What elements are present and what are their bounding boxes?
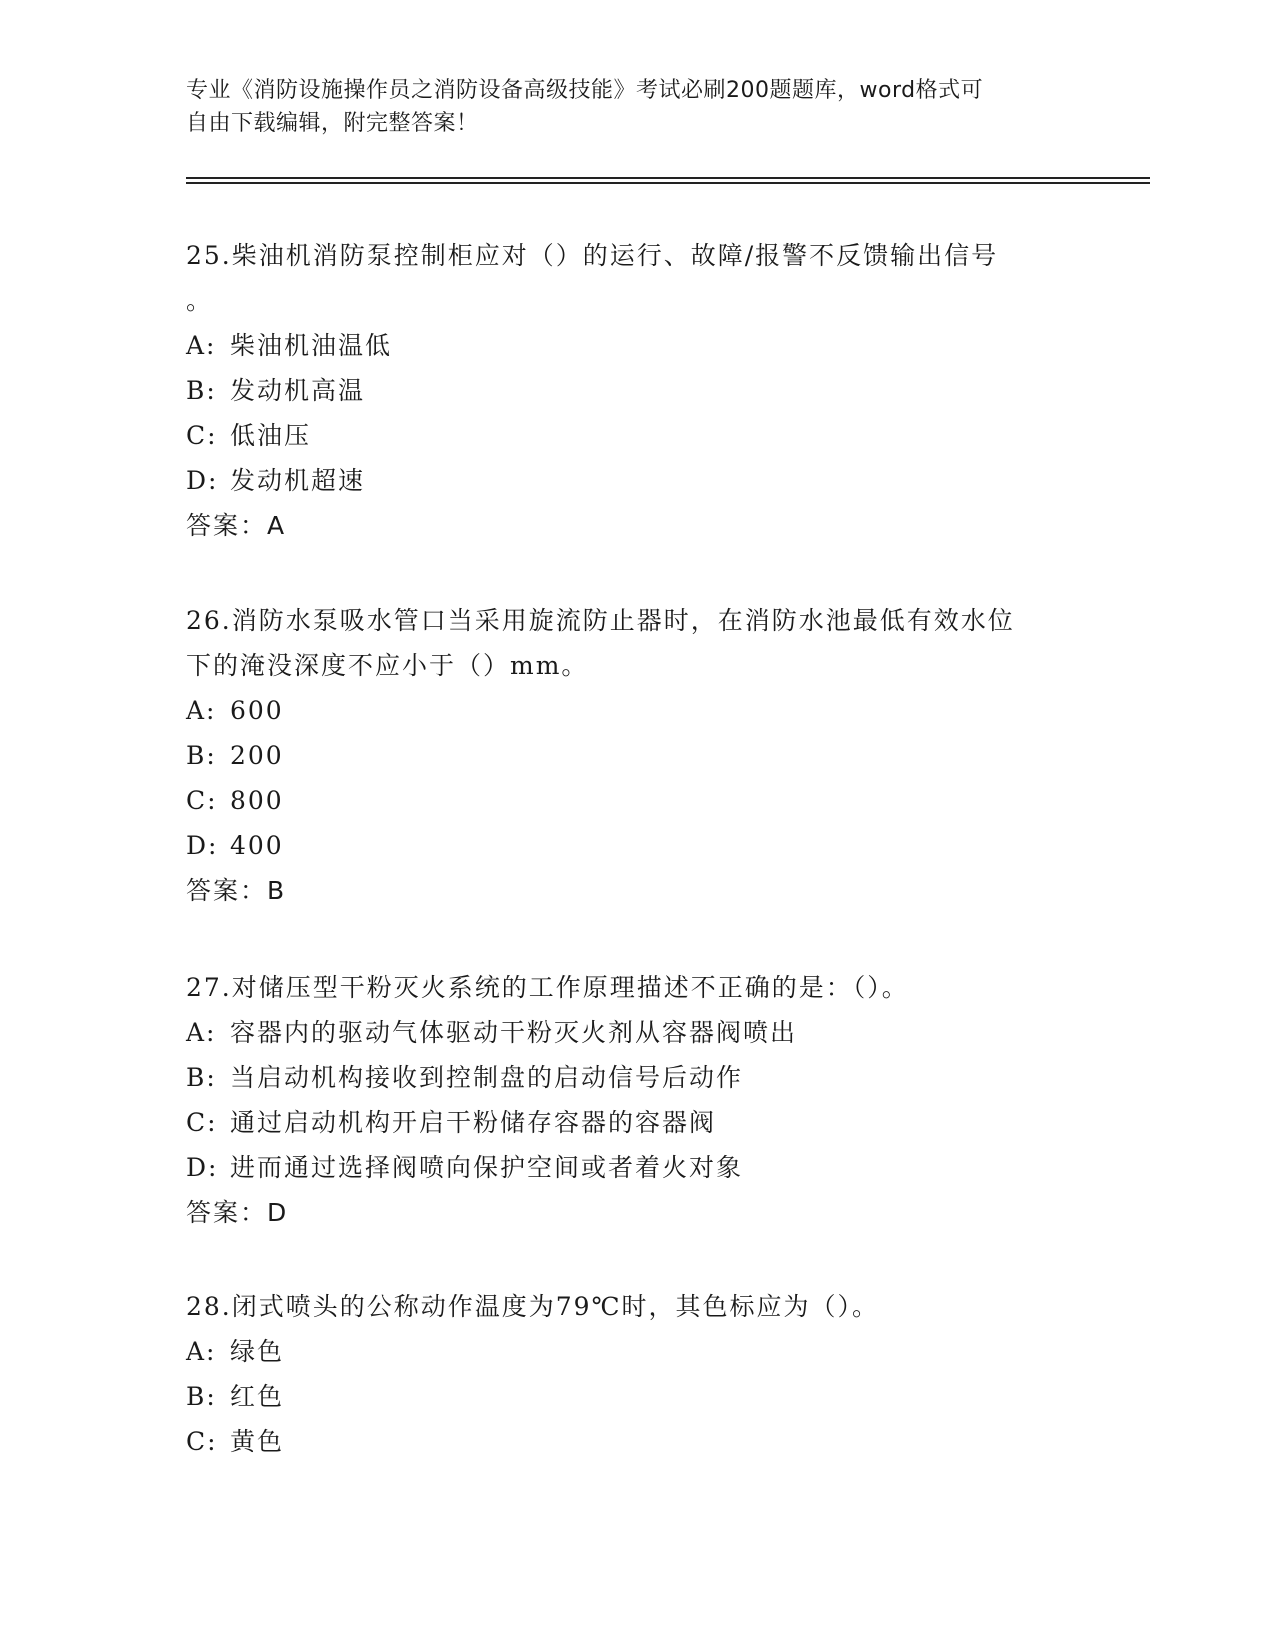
option-label: B:: [186, 741, 217, 770]
option-text: 发动机超速: [230, 466, 366, 495]
header-divider-bottom: [186, 182, 1150, 184]
option-label: C:: [186, 786, 218, 815]
option-c: [186, 1419, 1086, 1464]
option-a: [186, 1010, 1086, 1055]
option-text: 600: [230, 696, 284, 725]
question-stem: 27.对储压型干粉灭火系统的工作原理描述不正确的是：（）。: [186, 973, 909, 1002]
option-text: 低油压: [230, 421, 312, 450]
option-d: [186, 1145, 1086, 1190]
option-text: 800: [230, 786, 284, 815]
option-d: [186, 458, 1086, 503]
header-line-2: 自由下载编辑，附完整答案！: [186, 111, 479, 136]
option-text: 黄色: [230, 1427, 285, 1456]
option-c: [186, 1100, 1086, 1145]
option-text: 发动机高温: [230, 376, 366, 405]
option-text: 进而通过选择阀喷向保护空间或者着火对象: [230, 1153, 744, 1182]
option-b: [186, 368, 1086, 413]
question-25: [186, 233, 1086, 548]
option-label: B:: [186, 1382, 217, 1411]
option-text: 容器内的驱动气体驱动干粉灭火剂从容器阀喷出: [230, 1018, 798, 1047]
question-stem: 26.消防水泵吸水管口当采用旋流防止器时，在消防水池最低有效水位: [186, 606, 1015, 635]
option-b: [186, 733, 1086, 778]
question-26: [186, 598, 1086, 913]
option-label: D:: [186, 466, 219, 495]
option-label: C:: [186, 1427, 218, 1456]
option-label: A:: [186, 696, 217, 725]
answer-line: 答案：B: [186, 876, 287, 905]
option-text: 红色: [230, 1382, 285, 1411]
question-stem: 25.柴油机消防泵控制柜应对（）的运行、故障/报警不反馈输出信号: [186, 241, 999, 270]
option-text: 200: [230, 741, 284, 770]
option-c: [186, 413, 1086, 458]
header-line-1: 专业《消防设施操作员之消防设备高级技能》考试必刷200题题库，word格式可: [186, 78, 984, 103]
question-stem-continued: 下的淹没深度不应小于（）mm。: [186, 651, 589, 680]
option-b: [186, 1055, 1086, 1100]
option-text: 当启动机构接收到控制盘的启动信号后动作: [230, 1063, 744, 1092]
question-stem: 28.闭式喷头的公称动作温度为79℃时，其色标应为（）。: [186, 1292, 880, 1321]
answer-line: 答案：D: [186, 1198, 289, 1227]
option-label: C:: [186, 1108, 218, 1137]
option-label: A:: [186, 1018, 217, 1047]
option-d: [186, 823, 1086, 868]
question-28: [186, 1284, 1086, 1464]
option-a: [186, 688, 1086, 733]
option-label: A:: [186, 1337, 217, 1366]
option-label: B:: [186, 376, 217, 405]
option-text: 400: [230, 831, 284, 860]
option-text: 通过启动机构开启干粉储存容器的容器阀: [230, 1108, 717, 1137]
option-label: D:: [186, 1153, 219, 1182]
option-text: 柴油机油温低: [230, 331, 393, 360]
option-a: [186, 323, 1086, 368]
option-label: C:: [186, 421, 218, 450]
option-label: A:: [186, 331, 217, 360]
option-label: B:: [186, 1063, 217, 1092]
document-header: [186, 74, 1086, 140]
header-divider-top: [186, 177, 1150, 179]
option-text: 绿色: [230, 1337, 285, 1366]
option-c: [186, 778, 1086, 823]
question-stem-continued: 。: [186, 286, 214, 315]
option-label: D:: [186, 831, 219, 860]
answer-line: 答案：A: [186, 511, 287, 540]
option-b: [186, 1374, 1086, 1419]
option-a: [186, 1329, 1086, 1374]
question-27: [186, 965, 1086, 1235]
